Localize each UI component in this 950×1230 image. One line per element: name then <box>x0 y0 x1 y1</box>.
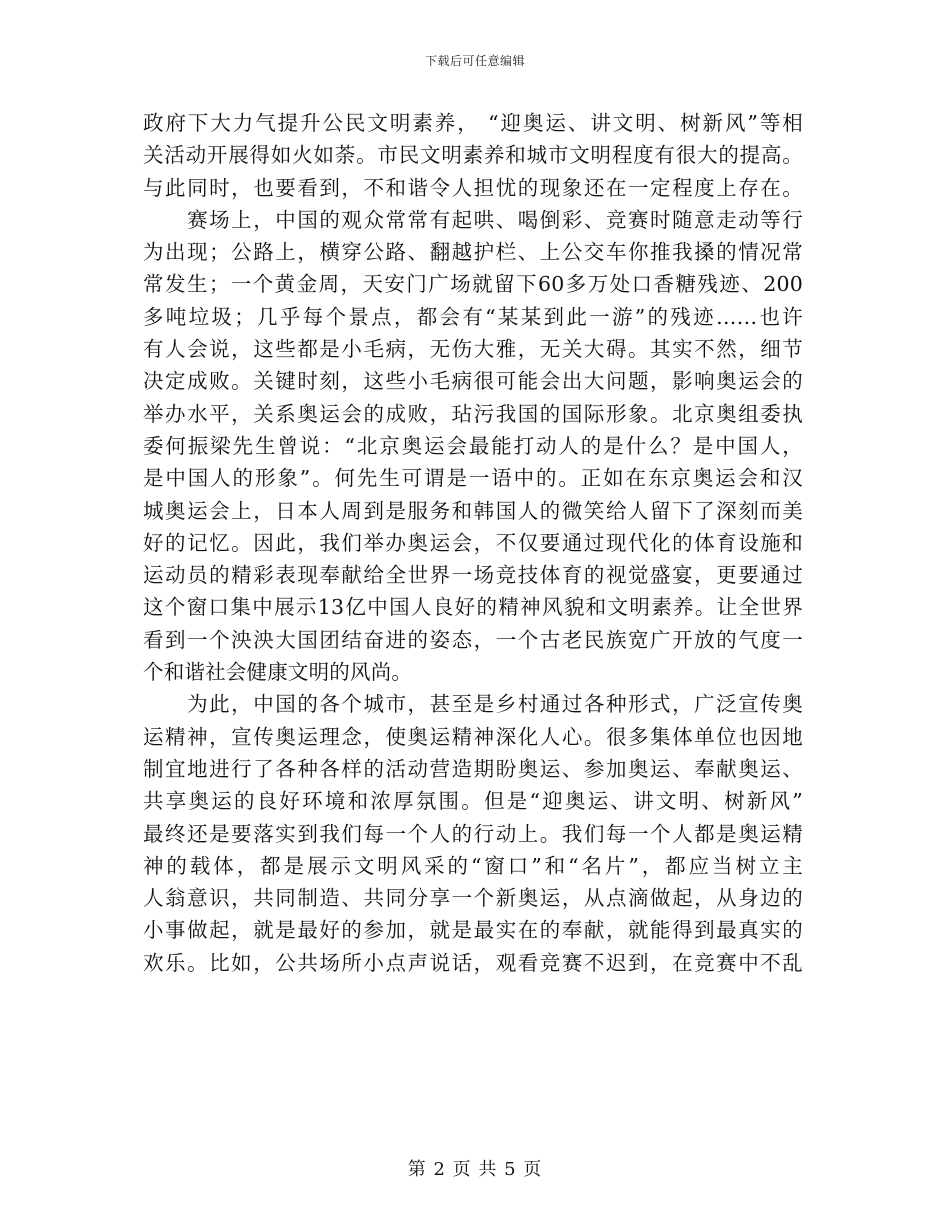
text-line: 赛场上，中国的观众常常有起哄、喝倒彩、竞赛时随意走动等行 <box>143 207 803 232</box>
text-line: 个和谐社会健康文明的风尚。 <box>143 660 413 685</box>
page-header: 下载后可任意编辑 <box>424 54 525 68</box>
text-line: 这个窗口集中展示13亿中国人良好的精神风貌和文明素养。让全世界 <box>143 595 803 620</box>
text-line: 与此同时，也要看到，不和谐令人担忧的现象还在一定程度上存在。 <box>143 175 803 200</box>
text-line: 多吨垃圾；几乎每个景点，都会有“某某到此一游”的残迹……也许 <box>143 304 803 329</box>
text-line: 制宜地进行了各种各样的活动营造期盼奥运、参加奥运、奉献奥运、 <box>143 756 803 781</box>
text-line: 城奥运会上，日本人周到是服务和韩国人的微笑给人留下了深刻而美 <box>143 498 803 523</box>
text-line: 小事做起，就是最好的参加，就是最实在的奉献，就能得到最真实的 <box>143 918 803 943</box>
text-line: 为出现；公路上，横穿公路、翻越护栏、上公交车你推我搡的情况常 <box>143 240 803 265</box>
text-line: 决定成败。关键时刻，这些小毛病很可能会出大问题，影响奥运会的 <box>143 369 803 394</box>
text-line: 看到一个泱泱大国团结奋进的姿态，一个古老民族宽广开放的气度一 <box>143 627 803 652</box>
text-line: 欢乐。比如，公共场所小点声说话，观看竞赛不迟到，在竞赛中不乱 <box>143 950 803 975</box>
text-line: 人翁意识，共同制造、共同分享一个新奥运，从点滴做起，从身边的 <box>143 886 803 911</box>
text-line: 运动员的精彩表现奉献给全世界一场竞技体育的视觉盛宴，更要通过 <box>143 563 803 588</box>
text-line: 好的记忆。因此，我们举办奥运会，不仅要通过现代化的体育设施和 <box>143 530 803 555</box>
text-line: 政府下大力气提升公民文明素养， “迎奥运、讲文明、树新风”等相 <box>143 111 803 135</box>
text-line: 最终还是要落实到我们每一个人的行动上。我们每一个人都是奥运精 <box>143 821 803 846</box>
document-body <box>143 107 803 979</box>
text-line: 运精神，宣传奥运理念，使奥运精神深化人心。很多集体单位也因地 <box>143 724 803 749</box>
text-line: 委何振梁先生曾说：“北京奥运会最能打动人的是什么？是中国人， <box>143 433 803 458</box>
text-line: 是中国人的形象”。何先生可谓是一语中的。正如在东京奥运会和汉 <box>143 466 803 491</box>
text-line: 为此，中国的各个城市，甚至是乡村通过各种形式，广泛宣传奥 <box>143 692 803 717</box>
page-footer: 第 2 页 共 5 页 <box>407 1159 543 1180</box>
text-line: 共享奥运的良好环境和浓厚氛围。但是“迎奥运、讲文明、树新风” <box>143 789 803 814</box>
text-line: 有人会说，这些都是小毛病，无伤大雅，无关大碍。其实不然，细节 <box>143 337 803 362</box>
text-line: 常发生；一个黄金周，天安门广场就留下60多万处口香糖残迹、200 <box>143 272 803 297</box>
text-line: 神的载体，都是展示文明风采的“窗口”和“名片”，都应当树立主 <box>143 853 803 878</box>
text-line: 关活动开展得如火如荼。市民文明素养和城市文明程度有很大的提高。 <box>143 143 803 168</box>
text-line: 举办水平，关系奥运会的成败，玷污我国的国际形象。北京奥组委执 <box>143 401 803 426</box>
